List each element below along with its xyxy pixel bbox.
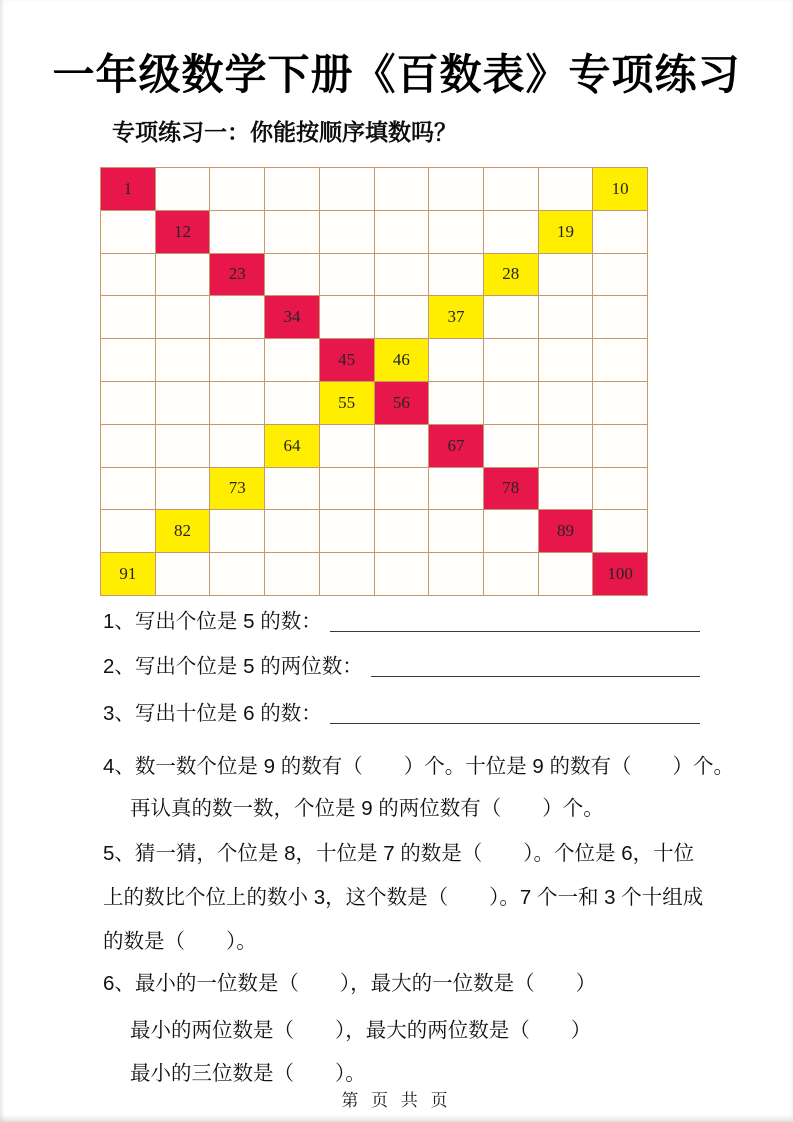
grid-cell [429,168,484,211]
question-2 [103,651,700,681]
grid-cell [539,425,594,468]
grid-cell [210,168,265,211]
grid-cell [539,254,594,297]
grid-cell [375,468,430,511]
grid-cell [101,254,156,297]
question-4-text-2: 再认真的数一数，个位是 9 的两位数有（ ）个。 [130,797,604,820]
grid-cell [484,382,539,425]
grid-cell [593,510,648,553]
grid-cell [156,168,211,211]
grid-cell [156,468,211,511]
question-6-text-1: 6、最小的一位数是（ ），最大的一位数是（ ） [103,972,597,995]
grid-cell [156,382,211,425]
question-5-line-1 [103,838,700,868]
grid-cell [320,553,375,596]
grid-cell [429,211,484,254]
question-4-line-1 [103,751,734,781]
grid-cell [593,339,648,382]
grid-cell-100: 100 [593,553,648,596]
grid-cell [265,382,320,425]
grid-cell-45: 45 [320,339,375,382]
grid-cell [156,339,211,382]
grid-cell [320,211,375,254]
question-1 [103,606,700,636]
question-4-text-1: 4、数一数个位是 9 的数有（ ）个。十位是 9 的数有（ ）个。 [103,755,734,778]
grid-cell [320,254,375,297]
grid-cell [210,339,265,382]
grid-cell [265,468,320,511]
grid-cell-91: 91 [101,553,156,596]
grid-cell-10: 10 [593,168,648,211]
grid-cell [539,168,594,211]
page-footer: 第 页 共 页 [341,1091,452,1110]
grid-cell [593,254,648,297]
grid-cell [265,211,320,254]
grid-cell [429,510,484,553]
question-6-text-3: 最小的三位数是（ ）。 [130,1062,366,1085]
grid-cell [539,468,594,511]
grid-cell [156,425,211,468]
question-6-line-2 [130,1015,700,1045]
question-6-line-1 [103,968,700,998]
grid-cell [210,382,265,425]
grid-cell-46: 46 [375,339,430,382]
grid-cell-1: 1 [101,168,156,211]
grid-cell [484,211,539,254]
grid-cell [593,468,648,511]
grid-cell [539,339,594,382]
question-5-line-2 [103,882,704,912]
grid-cell [265,168,320,211]
grid-cell [320,296,375,339]
grid-cell [484,425,539,468]
grid-cell [484,553,539,596]
grid-cell-67: 67 [429,425,484,468]
grid-cell [375,296,430,339]
grid-cell-37: 37 [429,296,484,339]
grid-cell-19: 19 [539,211,594,254]
grid-cell [375,211,430,254]
grid-cell-73: 73 [210,468,265,511]
question-4-line-2 [130,793,700,823]
grid-cell [210,296,265,339]
question-1-text: 1、写出个位是 5 的数： [103,610,322,633]
grid-cell [429,468,484,511]
grid-cell [101,510,156,553]
grid-cell [320,468,375,511]
grid-cell [429,553,484,596]
grid-cell [593,211,648,254]
question-5-text-2: 上的数比个位上的数小 3，这个数是（ ）。7 个一和 3 个十组成 [103,886,704,909]
question-6-line-3 [130,1058,700,1088]
grid-cell [101,296,156,339]
grid-cell [101,339,156,382]
question-5-line-3 [103,926,700,956]
grid-cell [101,425,156,468]
grid-cell [210,553,265,596]
grid-cell [484,339,539,382]
grid-cell [539,296,594,339]
grid-cell-28: 28 [484,254,539,297]
question-6-text-2: 最小的两位数是（ ），最大的两位数是（ ） [130,1019,592,1042]
grid-cell [429,254,484,297]
grid-cell-56: 56 [375,382,430,425]
answer-blank-1 [330,631,700,632]
grid-cell-34: 34 [265,296,320,339]
grid-cell [429,339,484,382]
grid-cell-55: 55 [320,382,375,425]
grid-cell [265,553,320,596]
hundred-grid [100,167,648,596]
grid-cell [320,168,375,211]
grid-cell [593,425,648,468]
grid-cell-12: 12 [156,211,211,254]
grid-cell [156,553,211,596]
grid-cell [265,339,320,382]
grid-cell [375,553,430,596]
grid-cell [484,510,539,553]
grid-cell [320,425,375,468]
exercise-subtitle: 专项练习一：你能按顺序填数吗？ [112,119,457,145]
grid-cell [210,510,265,553]
grid-cell-78: 78 [484,468,539,511]
grid-cell-23: 23 [210,254,265,297]
grid-cell [375,425,430,468]
grid-cell-89: 89 [539,510,594,553]
grid-cell [484,168,539,211]
grid-cell [210,211,265,254]
grid-cell [156,254,211,297]
grid-cell-82: 82 [156,510,211,553]
grid-cell [101,382,156,425]
grid-cell [429,382,484,425]
grid-cell [484,296,539,339]
grid-cell [320,510,375,553]
question-2-text: 2、写出个位是 5 的两位数： [103,655,363,678]
grid-cell [593,296,648,339]
grid-cell [539,382,594,425]
answer-blank-2 [371,676,700,677]
question-5-text-3: 的数是（ ）。 [103,930,257,953]
question-5-text-1: 5、猜一猜，个位是 8，十位是 7 的数是（ ）。个位是 6，十位 [103,842,695,865]
grid-cell [539,553,594,596]
answer-blank-3 [330,723,700,724]
page-title: 一年级数学下册《百数表》专项练习 [52,51,741,98]
grid-cell [101,468,156,511]
grid-cell-64: 64 [265,425,320,468]
grid-cell [375,254,430,297]
grid-cell [593,382,648,425]
grid-cell [375,168,430,211]
grid-cell [210,425,265,468]
grid-cell [101,211,156,254]
grid-cell [156,296,211,339]
question-3 [103,698,700,728]
question-3-text: 3、写出十位是 6 的数： [103,702,322,725]
grid-cell [265,254,320,297]
grid-cell [375,510,430,553]
grid-cell [265,510,320,553]
